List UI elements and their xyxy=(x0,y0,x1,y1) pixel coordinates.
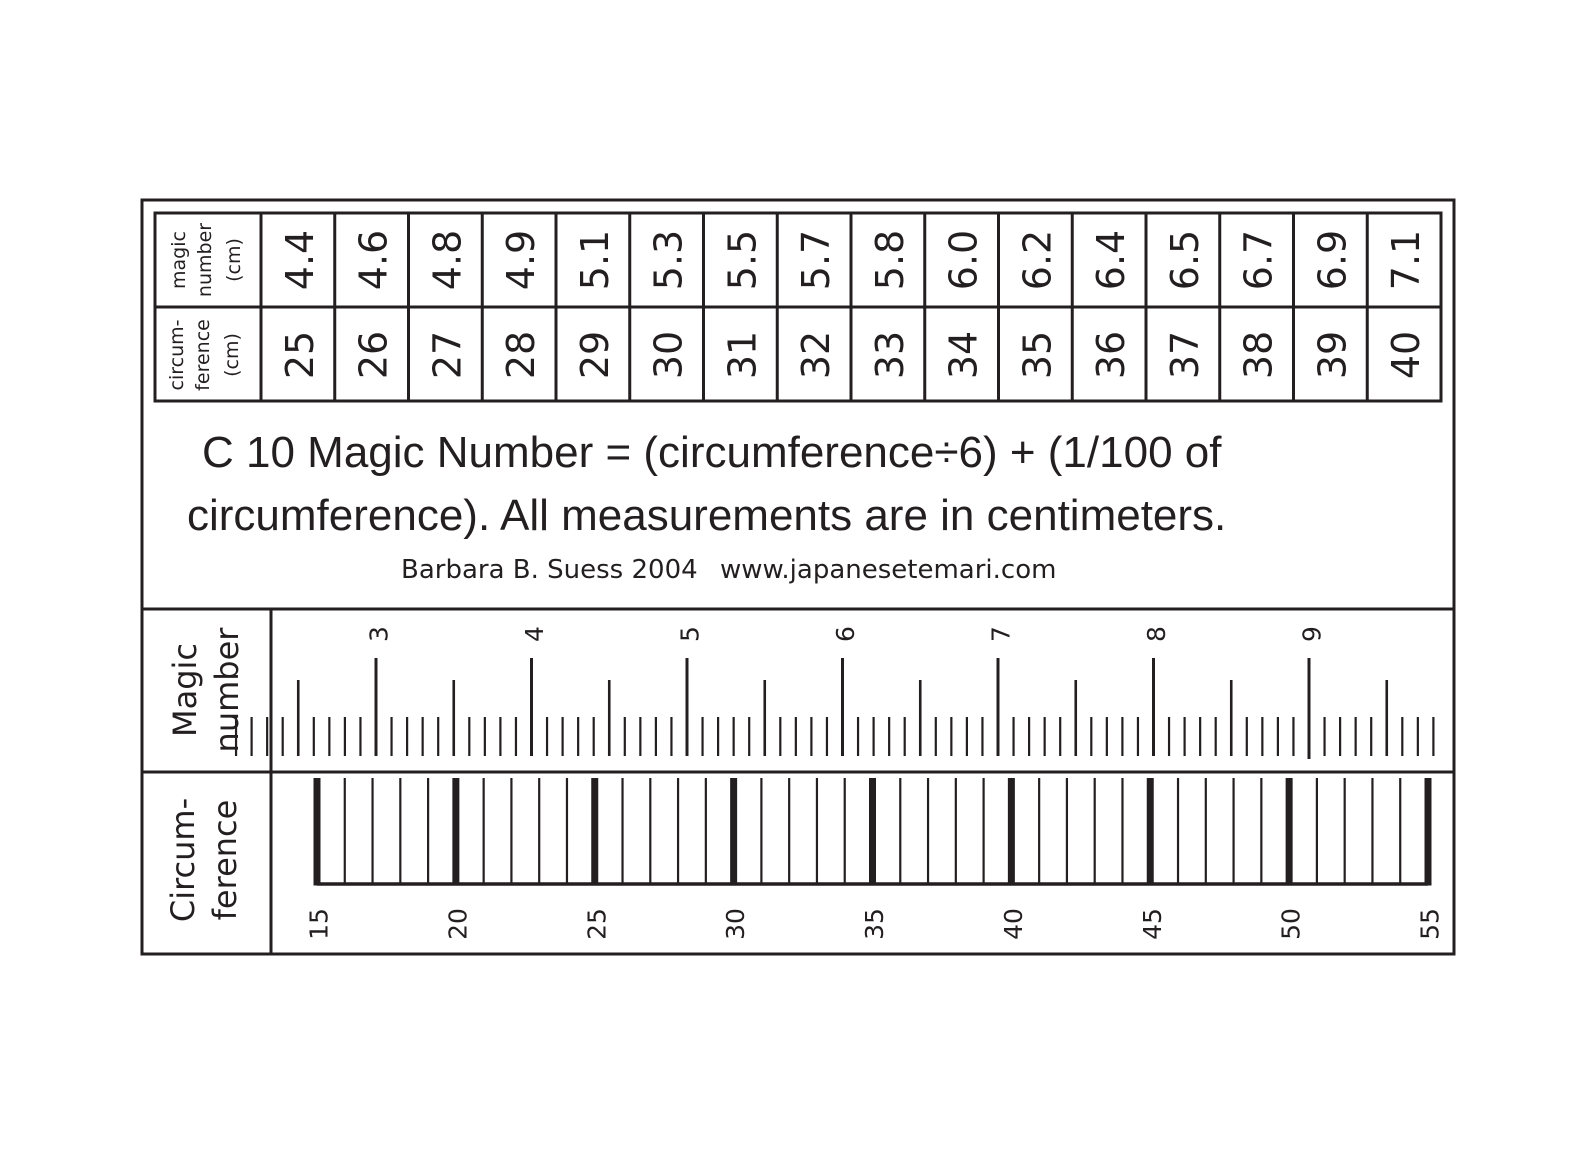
magic-number-cell: 4.9 xyxy=(499,229,544,291)
credit-website: www.japanesetemari.com xyxy=(720,555,1057,585)
magic-scale-tick-label: 5 xyxy=(675,626,705,642)
circumference-cell: 28 xyxy=(499,330,544,380)
magic-number-cell: 5.5 xyxy=(720,229,765,291)
magic-number-cell: 6.7 xyxy=(1236,229,1281,291)
magic-number-cell: 6.2 xyxy=(1015,229,1060,291)
lookup-table xyxy=(155,213,1441,401)
circumference-cell: 25 xyxy=(277,330,322,380)
circumference-cell: 34 xyxy=(941,330,986,380)
magic-scale-tick-label: 4 xyxy=(520,626,549,642)
circumference-scale xyxy=(305,778,1445,940)
circumference-cell: 36 xyxy=(1089,330,1134,380)
circumference-cell: 33 xyxy=(867,330,912,380)
magic-number-cell: 5.8 xyxy=(867,229,912,291)
circumference-cell: 31 xyxy=(720,330,765,380)
magic-number-cell: 5.3 xyxy=(646,229,691,291)
circ-scale-tick-label: 15 xyxy=(304,908,334,940)
circumference-cell: 32 xyxy=(794,330,839,380)
circ-scale-tick-label: 35 xyxy=(860,908,889,940)
circ-scale-label-line1: Circum- xyxy=(164,797,202,923)
magic-number-cell: 6.4 xyxy=(1089,229,1134,291)
circ-scale-tick-label: 30 xyxy=(721,908,751,940)
circ-scale-tick-label: 40 xyxy=(998,908,1028,940)
circumference-cell: 26 xyxy=(351,330,396,380)
magic-number-cell: 4.4 xyxy=(277,229,322,291)
magic-scale-label-line2: number xyxy=(208,627,246,753)
circumference-cell: 39 xyxy=(1310,330,1355,380)
magic-number-cell: 4.6 xyxy=(351,229,396,291)
circ-scale-label-line2: ference xyxy=(206,799,244,921)
magic-number-cell: 6.0 xyxy=(941,229,986,291)
magic-number-cell: 4.8 xyxy=(425,229,470,291)
magic-number-scale xyxy=(236,626,1433,759)
magic-scale-tick-label: 8 xyxy=(1142,626,1171,642)
formula-line-1: C 10 Magic Number = (circumference÷6) + (1/100 of xyxy=(202,428,1222,477)
magic-header-line2: number xyxy=(194,222,216,298)
magic-scale-tick-label: 3 xyxy=(364,626,394,642)
magic-number-cell: 7.1 xyxy=(1384,229,1429,291)
circumference-cell: 29 xyxy=(572,330,617,380)
magic-scale-tick-label: 6 xyxy=(831,626,860,642)
formula-line-2: circumference). All measurements are in centimeters. xyxy=(187,491,1227,540)
circ-scale-tick-label: 20 xyxy=(443,908,473,940)
circumference-cell: 37 xyxy=(1162,330,1207,380)
circ-scale-tick-label: 45 xyxy=(1137,908,1167,940)
circ-header-line3: (cm) xyxy=(221,333,243,377)
magic-scale-label-line1: Magic xyxy=(166,642,204,738)
credit-author: Barbara B. Suess 2004 xyxy=(401,555,698,585)
magic-number-cell: 5.1 xyxy=(572,229,617,291)
circumference-cell: 35 xyxy=(1015,330,1060,380)
circumference-cell: 38 xyxy=(1236,330,1281,380)
magic-number-cell: 5.7 xyxy=(794,229,839,291)
circ-header-line1: circum- xyxy=(166,319,188,391)
circumference-cell: 30 xyxy=(646,330,691,380)
circ-header-line2: ference xyxy=(192,319,214,391)
magic-header-line3: (cm) xyxy=(223,238,245,282)
circ-scale-tick-label: 25 xyxy=(582,908,612,940)
circumference-cell: 27 xyxy=(425,330,470,380)
circ-scale-tick-label: 50 xyxy=(1276,908,1306,940)
magic-number-cell: 6.9 xyxy=(1310,229,1355,291)
circ-scale-tick-label: 55 xyxy=(1415,908,1445,940)
circumference-cell: 40 xyxy=(1384,330,1429,380)
magic-scale-tick-label: 7 xyxy=(986,626,1016,642)
magic-header-line1: magic xyxy=(168,231,190,289)
magic-number-cell: 6.5 xyxy=(1162,229,1207,291)
magic-scale-tick-label: 9 xyxy=(1297,626,1327,642)
